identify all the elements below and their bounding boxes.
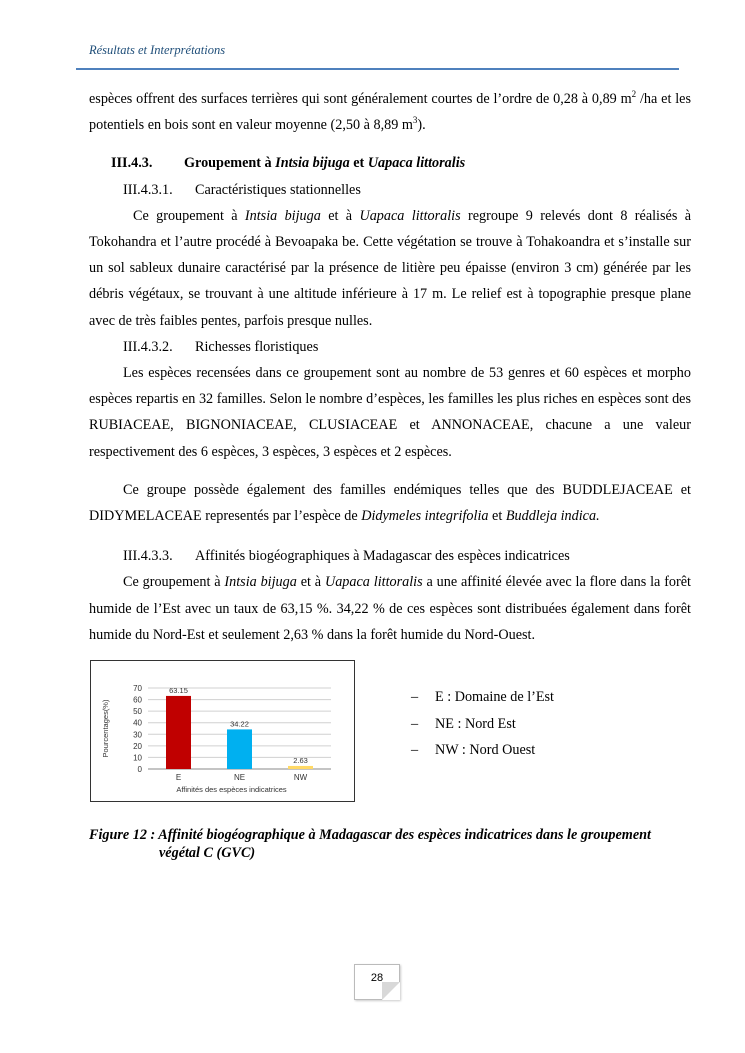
- legend-item: [411, 737, 554, 764]
- spacer: [89, 465, 691, 477]
- section-title-text: Groupement à: [184, 155, 276, 172]
- text-run: Ce groupement à: [133, 207, 245, 224]
- subsection-title-3: Affinités biogéographiques à Madagascar des espèces indicatrices: [195, 548, 570, 565]
- y-tick-label: 40: [133, 718, 142, 728]
- species-name: Uapaca littoralis: [359, 207, 461, 224]
- y-tick-label: 20: [133, 741, 142, 751]
- paragraph-stationnelles: [89, 203, 691, 334]
- running-header: Résultats et Interprétations: [89, 43, 226, 57]
- text-run: et à: [296, 574, 325, 591]
- caption-line-2: végétal C (GVC): [159, 845, 256, 861]
- y-tick-label: 30: [133, 730, 142, 740]
- section-heading: [89, 150, 691, 176]
- subsection-title-1: Caractéristiques stationnelles: [195, 181, 361, 198]
- species-name: Intsia bijuga: [224, 574, 297, 591]
- legend-dash: –: [411, 742, 419, 758]
- bar-e: [166, 696, 191, 769]
- spacer: [89, 529, 691, 543]
- species-name: Didymeles integrifolia: [361, 508, 489, 525]
- y-axis-title: Pourcentages(%): [101, 699, 110, 758]
- intro-text-2: /ha: [636, 91, 658, 107]
- data-label: 34.22: [230, 719, 249, 729]
- figure-caption: [89, 826, 691, 862]
- text-run: regroupe 9 relevés dont 8 réalisés à Tokohandra et l’autre procédé à Bevoapaka be. Cette végétation se trouve à Tohakoandra et s’installe sur un sol sableux dunaire caractérisé par la présence de litière peu épaisse (environ 3 cm) générée par les débris végétaux, se trouvant à une altitude inférieure à 17 m. Le relief est à topographie presque plane avec de très faibles pentes, parfois presque nulles.: [89, 207, 691, 329]
- page-fold: [382, 982, 400, 1000]
- intro-sup-1: 2: [631, 89, 637, 99]
- species-name: Intsia bijuga: [244, 207, 321, 224]
- legend-label: E : Domaine de l’Est: [435, 689, 554, 705]
- subsection-heading-3: [89, 543, 691, 569]
- chart-legend: [411, 684, 554, 764]
- legend-item: [411, 711, 554, 738]
- intro-sup-2: 3: [412, 115, 418, 126]
- text-run: et à: [320, 207, 360, 224]
- caption-line-1: Figure 12 : Affinité biogéographique à Madagascar des espèces indicatrices dans le groupement: [89, 827, 651, 843]
- subsection-number-3: III.4.3.3.: [123, 548, 173, 565]
- species-name: Buddleja indica.: [505, 508, 600, 525]
- bar-ne: [227, 729, 252, 769]
- subsection-heading-1: [89, 177, 691, 203]
- species-name: Uapaca littoralis: [324, 574, 423, 591]
- chart-svg: [91, 661, 354, 801]
- x-tick-label: NW: [293, 773, 308, 782]
- legend-dash: –: [411, 715, 419, 732]
- subsection-title-2: Richesses floristiques: [195, 338, 319, 355]
- legend-dash: –: [411, 689, 419, 705]
- paragraph-endemiques: [89, 477, 691, 529]
- section-species-1: Intsia bijuga: [275, 155, 350, 172]
- subsection-heading-2: [89, 334, 691, 360]
- y-tick-label: 70: [133, 684, 142, 693]
- text-run: a une affinité élevée avec la flore dans la forêt humide de l’Est avec un taux de 63,15 %. 34,22 % de ces espèces sont distribuées également dans forêt humide du Nord-Est et seulement 2,63 % dans la forêt humide du Nord-Ouest.: [89, 574, 691, 643]
- data-label: 2.63: [293, 755, 308, 765]
- section-title-mid: et: [349, 155, 368, 172]
- intro-text-1: espèces offrent des surfaces terrières qui sont généralement courtes de l’ordre de 0,28 à 0,89 m: [89, 91, 632, 107]
- bar-nw: [288, 766, 313, 769]
- intro-text-3: et les potentiels en bois sont en valeur moyenne (2,50 à 8,89 m: [89, 91, 691, 134]
- legend-label: NE : Nord Est: [435, 715, 516, 732]
- x-axis-title: Affinités des espèces indicatrices: [176, 785, 287, 794]
- page-number-box: [354, 964, 400, 1000]
- text-run: et: [488, 508, 506, 525]
- paragraph-richesses: Les espèces recensées dans ce groupement sont au nombre de 53 genres et 60 espèces et morpho espèces repartis en 32 familles. Selon le nombre d’espèces, les familles les plus riches en espèces sont des RUBIACEAE, BIGNONIACEAE, CLUSIACEAE et ANNONACEAE, chacune a une valeur respectivement des 6 espèces, 3 espèces, 3 espèces et 2 espèces.: [89, 365, 691, 460]
- intro-paragraph: [89, 86, 691, 138]
- paragraph-affinites: [89, 569, 691, 648]
- text-run: Ce groupement à: [123, 574, 225, 591]
- bar-chart: [90, 660, 355, 802]
- spacer: [89, 138, 691, 150]
- y-tick-label: 0: [137, 765, 142, 774]
- header-rule: [76, 68, 679, 70]
- text-run: Ce groupe possède également des familles endémiques telles que des BUDDLEJACEAE et DIDYMELACEAE representés par l’espèce de: [89, 481, 691, 525]
- section-number: III.4.3.: [111, 155, 153, 172]
- x-tick-label: NE: [233, 773, 246, 782]
- y-tick-label: 50: [133, 707, 142, 717]
- legend-label: NW : Nord Ouest: [435, 742, 536, 758]
- section-species-2: Uapaca littoralis: [367, 155, 466, 172]
- subsection-number-2: III.4.3.2.: [123, 338, 173, 355]
- legend-item: [411, 684, 554, 711]
- data-label: 63.15: [169, 685, 188, 695]
- y-tick-label: 60: [133, 695, 142, 705]
- body-text: [89, 86, 691, 648]
- subsection-number-1: III.4.3.1.: [123, 181, 173, 198]
- x-tick-label: E: [175, 773, 182, 782]
- y-tick-label: 10: [133, 753, 142, 763]
- intro-text-4: ).: [417, 117, 426, 134]
- page-number: 28: [370, 972, 384, 984]
